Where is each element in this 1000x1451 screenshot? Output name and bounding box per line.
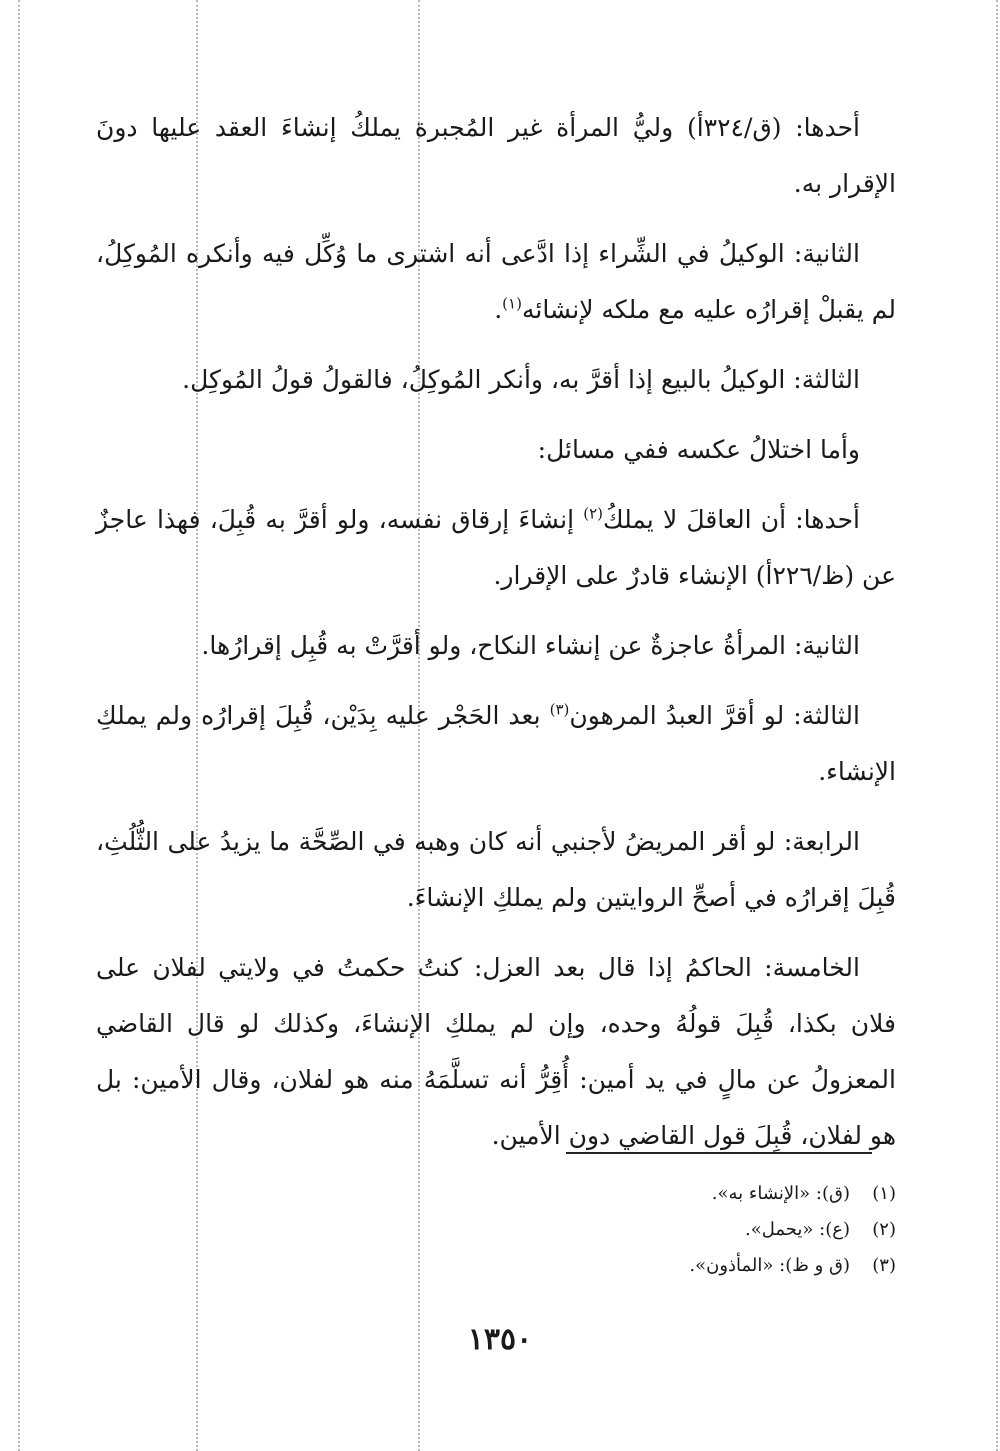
paragraph-text: وأما اختلالُ عكسه ففي مسائل:: [537, 435, 860, 464]
footnote-text: (ع): «يحمل».: [745, 1219, 850, 1240]
paragraph: [96, 688, 896, 800]
paragraph-text: الرابعة: لو أقر المريضُ لأجنبي أنه كان وهبه في الصِّحَّة ما يزيدُ على الثُّلُثِ، قُبِلَ إقرارُه في أصحِّ الروايتين ولم يملكِ الإنشاءَ.: [96, 827, 896, 912]
paragraph: [96, 814, 896, 926]
paragraph-text: إنشاءَ إرقاق نفسه، ولو أقرَّ به قُبِلَ، فهذا عاجزٌ عن (ظ/٢٢٦أ) الإنشاء قادرٌ على الإقرار.: [96, 505, 896, 590]
footnotes: [300, 1176, 896, 1284]
paragraph: [96, 226, 896, 338]
page-number: ١٣٥٠: [467, 1322, 533, 1357]
paragraph-text: أحدها: أن العاقلَ لا يملكُ: [603, 505, 860, 534]
footnote-number: (١): [872, 1183, 896, 1204]
paragraph-text: .: [494, 295, 503, 324]
paragraph: [96, 422, 896, 478]
paragraph: [96, 352, 896, 408]
paragraph-text: الثالثة: لو أقرَّ العبدُ المرهون: [569, 701, 860, 730]
footnote: [300, 1212, 896, 1248]
paragraph-text: الثانية: الوكيلُ في الشِّراء إذا ادَّعى أنه اشترى ما وُكِّل فيه وأنكره المُوكِلُ، لم يقبلْ إقرارُه عليه مع ملكه لإنشائه: [96, 239, 896, 324]
paragraph: [96, 940, 896, 1164]
footnote-ref[interactable]: (٢): [583, 504, 603, 523]
footnote: [300, 1248, 896, 1284]
paragraph-text: الثانية: المرأةُ عاجزةٌ عن إنشاء النكاح، ولو أقرَّتْ به قُبِل إقرارُها.: [201, 631, 860, 660]
paragraph-text: أحدها: (ق/٣٢٤أ) وليُّ المرأة غير المُجبرة يملكُ إنشاءَ العقد عليها دونَ الإقرار به.: [96, 113, 896, 198]
paragraph: [96, 100, 896, 212]
footnote-divider: [566, 1152, 872, 1154]
footnote-number: (٢): [872, 1219, 896, 1240]
footnote: [300, 1176, 896, 1212]
scan-margin-dots: [996, 0, 998, 1451]
paragraph-text: الخامسة: الحاكمُ إذا قال بعد العزل: كنتُ حكمتُ في ولايتي لفلان على فلان بكذا، قُبِلَ قولُهُ وحده، وإن لم يملكِ الإنشاءَ، وكذلك لو قال القاضي المعزولُ عن مالٍ في يد أمين: أُقِرُّ أنه تسلَّمَهُ منه هو لفلان، وقال الأمين: بل هو لفلان، قُبِلَ قول القاضي دون الأمين.: [96, 953, 896, 1150]
page-body: [96, 100, 896, 1178]
footnote-text: (ق و ظ): «المأذون».: [689, 1255, 850, 1276]
scan-margin-dots: [18, 0, 20, 1451]
paragraph: [96, 618, 896, 674]
footnote-ref[interactable]: (١): [502, 294, 522, 313]
paragraph-text: الثالثة: الوكيلُ بالبيع إذا أقرَّ به، وأنكر المُوكِلُ، فالقولُ قولُ المُوكِل.: [182, 365, 860, 394]
footnote-ref[interactable]: (٣): [549, 700, 570, 719]
footnote-text: (ق): «الإنشاء به».: [711, 1183, 850, 1204]
paragraph: [96, 492, 896, 604]
footnote-number: (٣): [872, 1255, 896, 1276]
paragraph-text: بعد الحَجْر عليه بِدَيْن، قُبِلَ إقرارُه ولم يملكِ الإنشاء.: [96, 701, 896, 786]
